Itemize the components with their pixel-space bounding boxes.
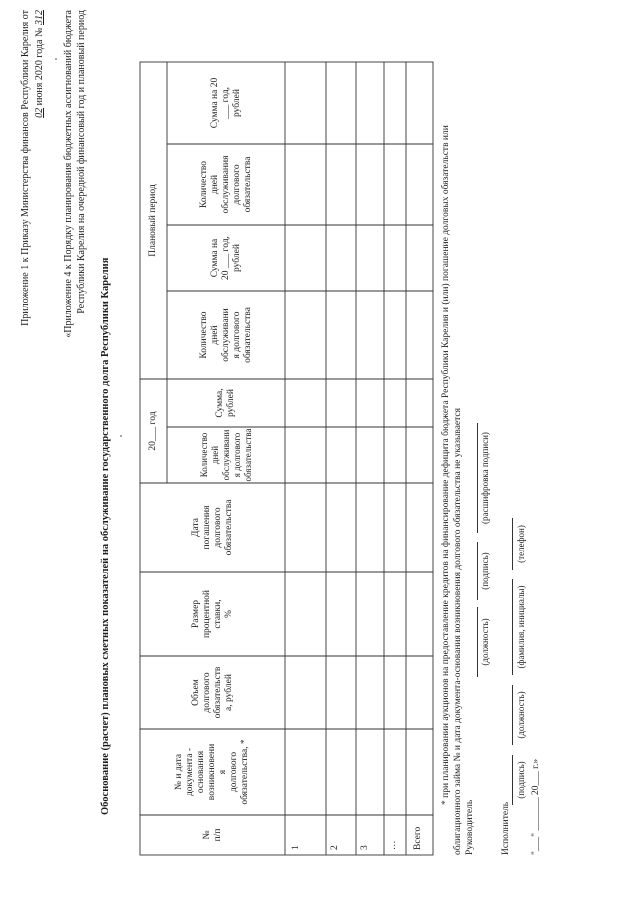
head-name-line — [477, 423, 478, 533]
head-sub-signature: (подпись) — [480, 552, 490, 590]
scan-speck — [120, 435, 122, 437]
executor-sub-signature: (подпись) — [516, 761, 526, 799]
appendix-date-rest: июня 2020 года № — [34, 27, 45, 106]
col-header-document: № и дата документа - основания возникновени я долгового обязательства, * — [174, 739, 250, 805]
executor-name-line — [512, 579, 513, 675]
head-signature-line — [477, 542, 478, 600]
footnote-line-1: * при планировании аукционов на предоставление кредитов на финансирование дефицита бюджета Республики Карелия и (или) погашение долговых обязательств или — [441, 125, 451, 805]
executor-sub-phone: (телефон) — [516, 525, 526, 563]
col-header-days-2: Количество дней обслуживани я долгового обязательства — [198, 307, 253, 363]
executor-sub-name: (фамилия, инициалы) — [516, 585, 526, 669]
col-group-plan-period: Плановый период — [148, 184, 158, 257]
col-header-sum-3: Сумма на 20 ___ год, рублей — [209, 77, 242, 129]
head-label: Руководитель — [465, 799, 475, 855]
appendix-line-1: Приложение 1 к Приказу Министерства финансов Республики Карелия от — [20, 10, 31, 326]
col-header-volume: Объем долгового обязательств а, рублей — [190, 666, 234, 719]
table-row-label: 1 — [291, 845, 301, 850]
table-row-label: 2 — [330, 845, 340, 850]
col-header-days-1: Количество дней обслуживани я долгового обязательства — [198, 428, 253, 482]
head-sub-name: (расшифровка подписи) — [480, 432, 490, 524]
table-row-label: 3 — [360, 845, 370, 850]
procedure-line-1: «Приложение 4 к Порядку планирования бюджетных ассигнований бюджета — [63, 10, 74, 338]
appendix-day: 02 — [34, 107, 45, 118]
col-header-sum-1: Сумма, рублей — [215, 388, 236, 418]
executor-signature-line — [512, 755, 513, 805]
col-header-num: № п/п — [201, 828, 223, 842]
head-sub-position: (должность) — [480, 618, 490, 666]
appendix-number: 312 — [34, 10, 45, 25]
col-header-rate: Размер процентной ставки, % — [190, 589, 234, 639]
table-row-label: … — [388, 840, 398, 850]
head-position-line — [477, 607, 478, 677]
col-header-days-3: Количество дней обслуживания долгового обязательства — [198, 155, 253, 214]
page-title: Обоснование (расчет) плановых сметных показателей на обслуживание государственного долга Республики Карелия — [100, 257, 111, 815]
executor-phone-line — [512, 518, 513, 570]
col-header-sum-2: Сумма на 20 ___ год, рублей — [209, 236, 242, 280]
scan-speck — [55, 58, 57, 60]
executor-sub-position: (должность) — [516, 691, 526, 739]
date-line: "___" _______ 20___ г.» — [531, 758, 541, 855]
executor-position-line — [512, 685, 513, 745]
table-total-label: Всего — [413, 826, 423, 850]
executor-label: Исполнитель — [501, 801, 511, 855]
procedure-line-2: Республики Карелия на очередной финансовый год и плановый период — [76, 10, 87, 314]
footnote-line-2: облигационного займа № и дата документа-основания возникновения долгового обязательства не указывается — [453, 408, 463, 855]
col-group-year: 20___ год — [148, 411, 158, 451]
col-header-repay-date: Дата погашения долгового обязательства — [190, 499, 234, 556]
